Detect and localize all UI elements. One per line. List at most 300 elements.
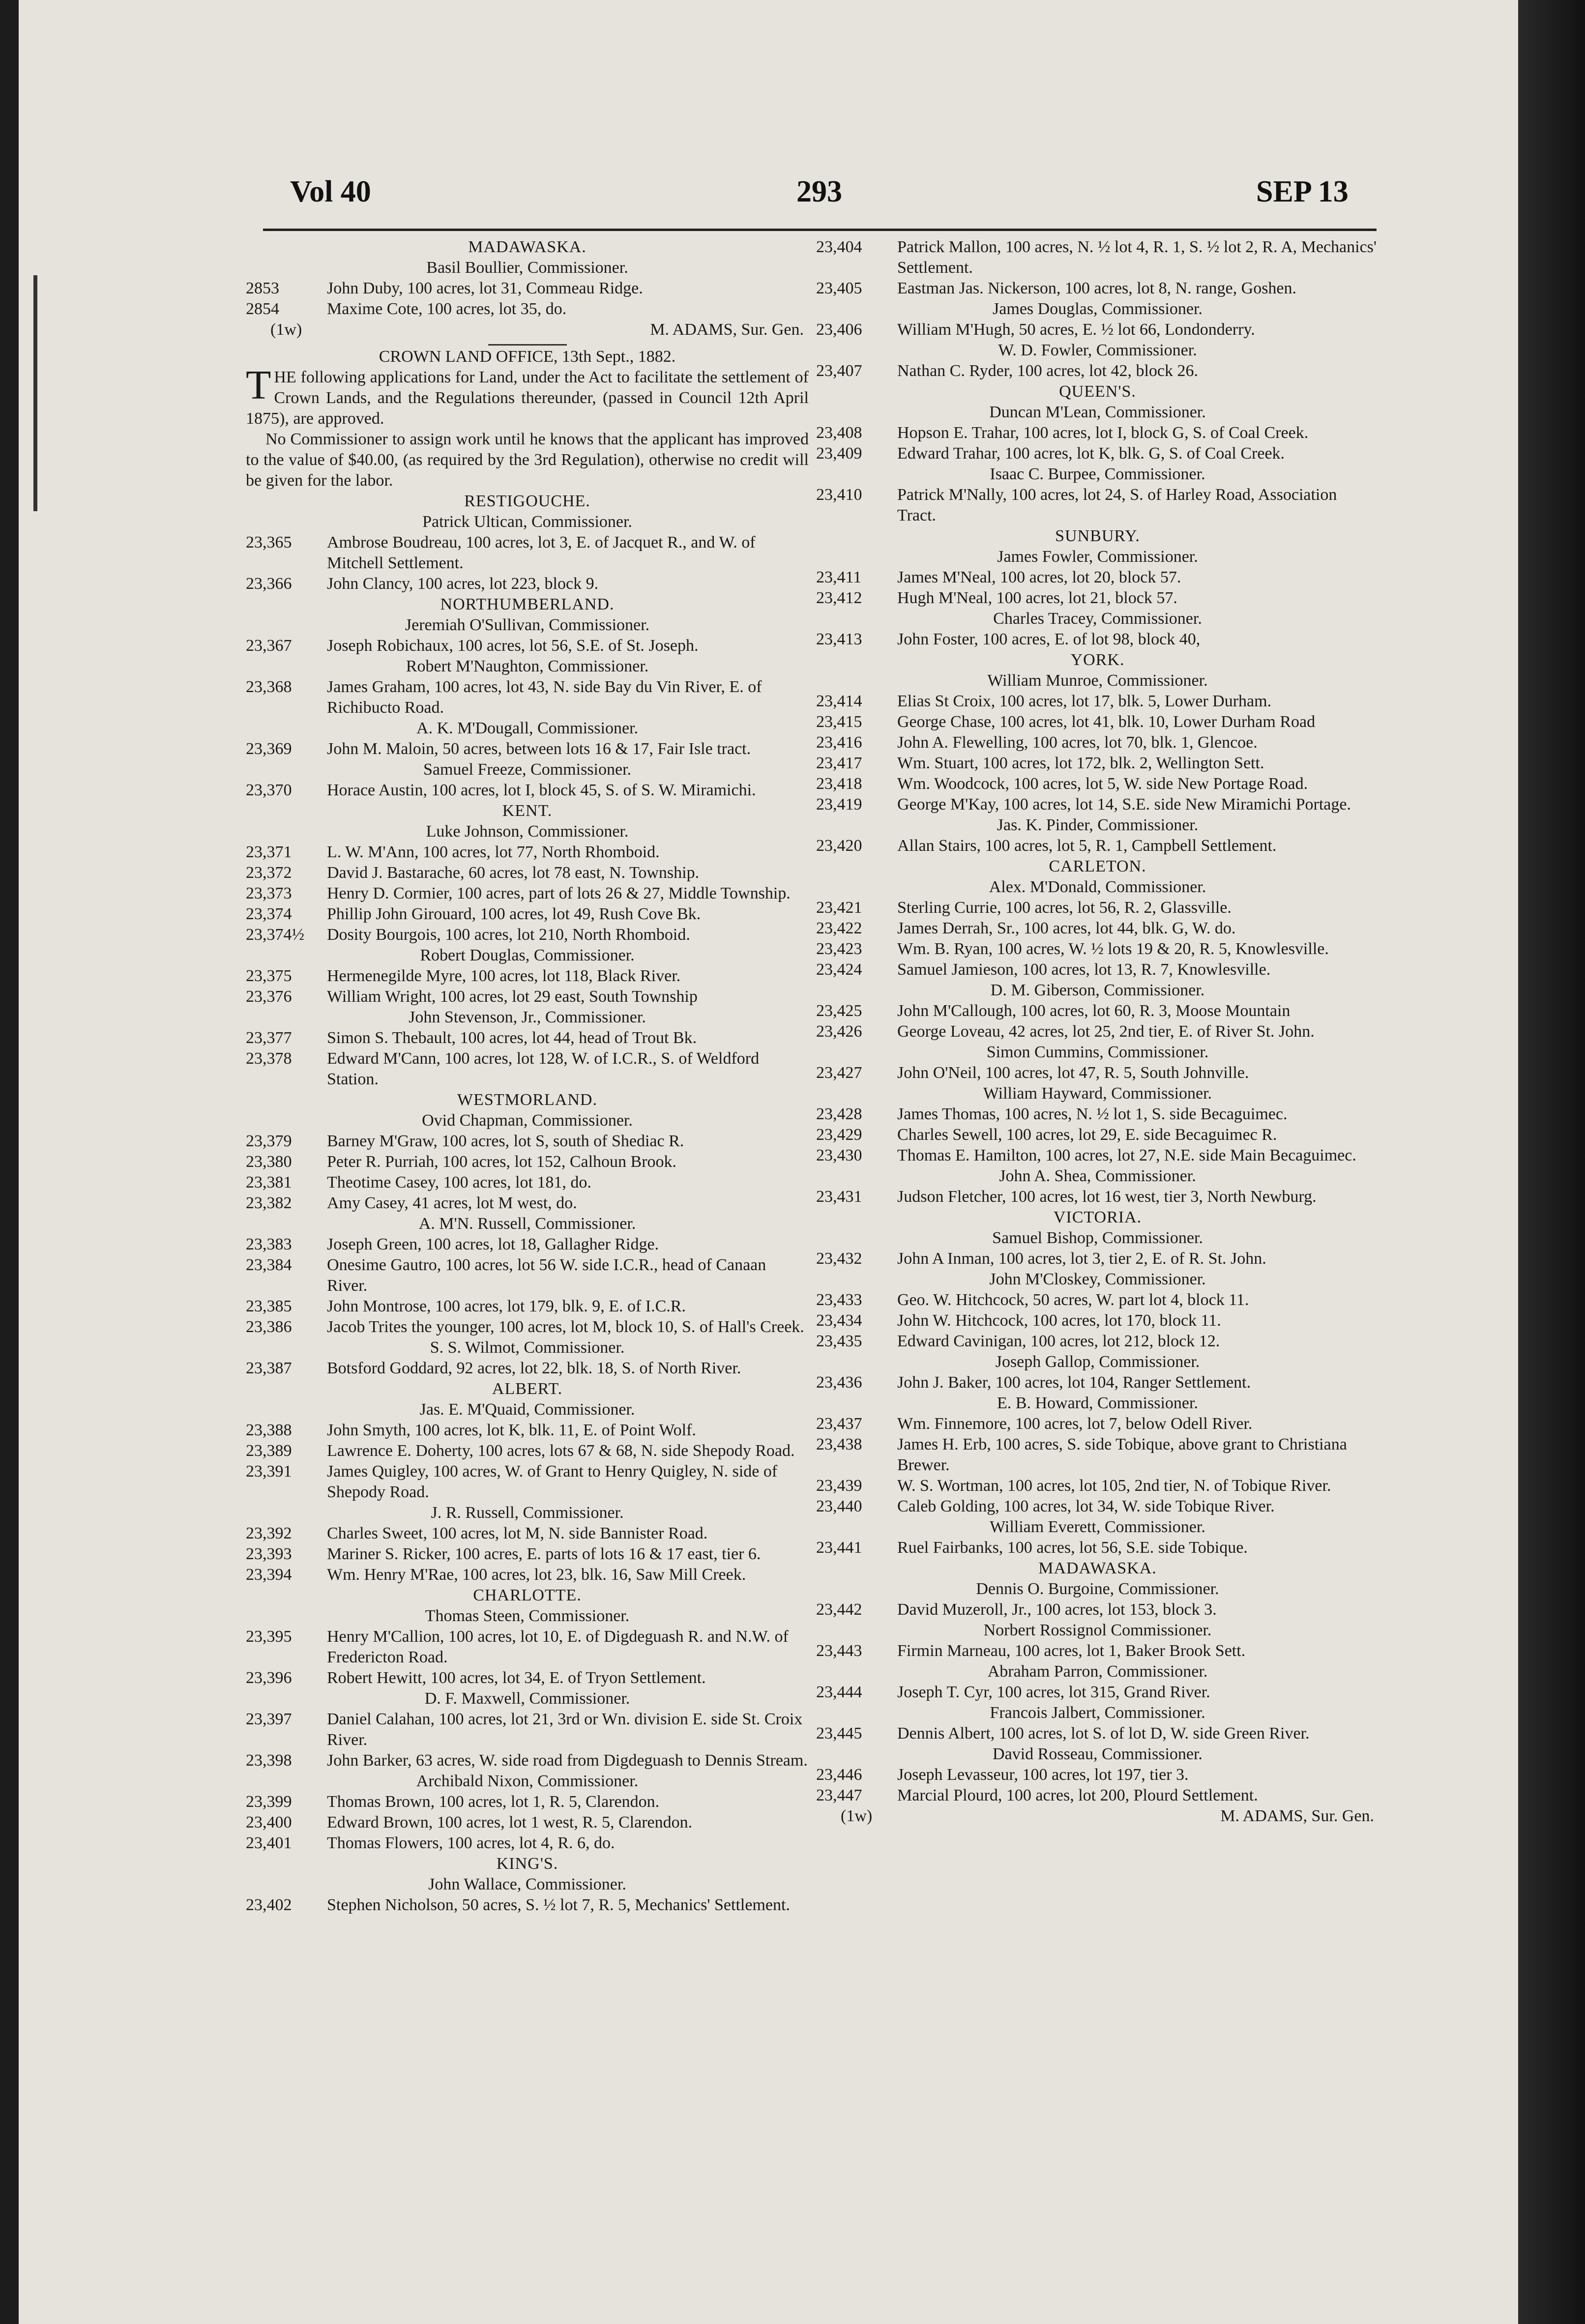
grant-entry (246, 278, 809, 299)
grant-number: 23,414 (816, 692, 862, 710)
commissioner-line: Alex. M'Donald, Commissioner. (989, 878, 1206, 896)
grant-number: 23,431 (816, 1188, 862, 1206)
grant-number: 23,432 (816, 1249, 862, 1268)
commissioner-line: Isaac C. Burpee, Commissioner. (990, 465, 1205, 483)
grant-entry (246, 636, 809, 656)
notice-paragraph: No Commissioner to assign work until he knows that the applicant has improved to the value of $40.00, (as required by the 3rd Regulation), otherwise no credit will be given for the labor. (246, 430, 809, 490)
commissioner-line: John Stevenson, Jr., Commissioner. (409, 1008, 646, 1026)
grant-text: John A. Flewelling, 100 acres, lot 70, blk. 1, Glencoe. (897, 733, 1258, 752)
grant-number: 23,367 (246, 637, 292, 655)
grant-entry (246, 1441, 809, 1461)
grant-text: John J. Baker, 100 acres, lot 104, Ranger Settlement. (897, 1373, 1251, 1392)
grant-number: 23,434 (816, 1311, 862, 1330)
grant-entry (246, 1523, 809, 1544)
grant-text: Nathan C. Ryder, 100 acres, lot 42, block 26. (897, 362, 1198, 380)
grant-number: 23,370 (246, 781, 292, 799)
grant-text: John O'Neil, 100 acres, lot 47, R. 5, South Johnville. (897, 1064, 1249, 1082)
grant-entry (246, 1317, 809, 1337)
grant-number: 23,440 (816, 1497, 862, 1515)
grant-number: 23,420 (816, 837, 862, 855)
grant-number: 2854 (246, 300, 279, 318)
commissioner-line: Patrick Ultican, Commissioner. (422, 513, 632, 531)
grant-number: 23,427 (816, 1064, 862, 1082)
county-heading: CHARLOTTE. (473, 1586, 582, 1604)
grant-number: 23,436 (816, 1373, 862, 1392)
grant-entry (816, 423, 1379, 443)
county-heading: WESTMORLAND. (457, 1091, 597, 1109)
grant-entry (246, 1172, 809, 1193)
county-heading: MADAWASKA. (1038, 1559, 1157, 1577)
grant-text: Botsford Goddard, 92 acres, lot 22, blk. 18, S. of North River. (327, 1359, 741, 1377)
grant-entry (246, 1668, 809, 1688)
grant-entry (816, 588, 1379, 609)
commissioner-line: Joseph Gallop, Commissioner. (995, 1353, 1200, 1371)
grant-entry (816, 1641, 1379, 1661)
county-heading: VICTORIA. (1053, 1208, 1142, 1226)
grant-entry (816, 1290, 1379, 1310)
grant-text: Charles Sewell, 100 acres, lot 29, E. side Becaguimec R. (897, 1126, 1277, 1144)
grant-text: Thomas Brown, 100 acres, lot 1, R. 5, Clarendon. (327, 1793, 660, 1811)
grant-number: 23,374 (246, 905, 292, 923)
grant-number: 23,394 (246, 1566, 292, 1584)
grant-text: James Thomas, 100 acres, N. ½ lot 1, S. side Becaguimec. (897, 1105, 1288, 1123)
grant-number: 23,378 (246, 1049, 292, 1068)
commissioner-line: E. B. Howard, Commissioner. (997, 1394, 1198, 1412)
grant-entry (816, 1765, 1379, 1785)
grant-number: 2853 (246, 279, 279, 297)
grant-number: 23,392 (246, 1524, 292, 1542)
commissioner-line: John Wallace, Commissioner. (428, 1875, 626, 1893)
grant-entry (816, 443, 1379, 464)
left-entries (246, 491, 809, 1916)
grant-number: 23,447 (816, 1786, 862, 1804)
grant-entry (246, 987, 809, 1007)
grant-text: Henry D. Cormier, 100 acres, part of lots 26 & 27, Middle Township. (327, 884, 791, 902)
commissioner-line: Robert M'Naughton, Commissioner. (406, 657, 649, 675)
county-heading: QUEEN'S. (1059, 382, 1136, 401)
grant-number: 23,407 (816, 362, 862, 380)
grant-number: 23,444 (816, 1683, 862, 1701)
grant-text: Judson Fletcher, 100 acres, lot 16 west, tier 3, North Newburg. (897, 1188, 1317, 1206)
grant-text: Phillip John Girouard, 100 acres, lot 49, Rush Cove Bk. (327, 905, 701, 923)
grant-number: 23,419 (816, 795, 862, 813)
grant-entry (816, 1104, 1379, 1125)
county-heading: MADAWASKA. (468, 238, 587, 256)
grant-number: 23,435 (816, 1332, 862, 1350)
grant-number: 23,412 (816, 589, 862, 607)
commissioner-line: A. M'N. Russell, Commissioner. (418, 1215, 636, 1233)
grant-entry (816, 918, 1379, 939)
grant-entry (816, 939, 1379, 959)
grant-entry (246, 1152, 809, 1172)
grant-entry (816, 1063, 1379, 1083)
grant-number: 23,401 (246, 1834, 292, 1852)
grant-text: Ruel Fairbanks, 100 acres, lot 56, S.E. side Tobique. (897, 1539, 1248, 1557)
grant-number: 23,439 (816, 1477, 862, 1495)
grant-text: Thomas E. Hamilton, 100 acres, lot 27, N.E. side Main Becaguimec. (897, 1146, 1356, 1164)
grant-entry (816, 1434, 1379, 1476)
grant-text: John M'Callough, 100 acres, lot 60, R. 3, Moose Mountain (897, 1002, 1291, 1020)
grant-number: 23,369 (246, 740, 292, 758)
grant-entry (246, 1048, 809, 1090)
page-number: 293 (796, 175, 842, 208)
grant-entry (816, 1249, 1379, 1269)
grant-number: 23,402 (246, 1896, 292, 1914)
grant-number: 23,374½ (246, 926, 304, 944)
grant-number: 23,400 (246, 1813, 292, 1831)
grant-text: John Clancy, 100 acres, lot 223, block 9. (327, 575, 599, 593)
grant-text: Amy Casey, 41 acres, lot M west, do. (327, 1194, 577, 1212)
grant-text: James H. Erb, 100 acres, S. side Tobique, above grant to Christiana Brewer. (897, 1435, 1347, 1474)
grant-text: John Foster, 100 acres, E. of lot 98, block 40, (897, 630, 1201, 648)
surveyor-signature: M. ADAMS, Sur. Gen. (650, 320, 804, 339)
grant-entry (816, 237, 1379, 278)
grant-text: Caleb Golding, 100 acres, lot 34, W. side Tobique River. (897, 1497, 1275, 1515)
grant-entry (246, 1131, 809, 1152)
grant-text: Edward Brown, 100 acres, lot 1 west, R. 5, Clarendon. (327, 1813, 693, 1831)
grant-number: 23,415 (816, 713, 862, 731)
county-heading: YORK. (1070, 651, 1125, 669)
grant-number: 23,409 (816, 444, 862, 463)
grant-entry (816, 774, 1379, 794)
insertion-mark: (1w) (270, 320, 302, 339)
grant-number: 23,417 (816, 754, 862, 772)
grant-number: 23,443 (816, 1642, 862, 1660)
commissioner-line: Francois Jalbert, Commissioner. (990, 1704, 1205, 1722)
commissioner-line: James Douglas, Commissioner. (993, 300, 1203, 318)
signature-line (246, 320, 809, 340)
grant-text: Wm. Woodcock, 100 acres, lot 5, W. side New Portage Road. (897, 775, 1308, 793)
grant-number: 23,399 (246, 1793, 292, 1811)
grant-number: 23,382 (246, 1194, 292, 1212)
grant-number: 23,385 (246, 1297, 292, 1315)
commissioner-line: William Munroe, Commissioner. (987, 671, 1208, 690)
grant-text: Joseph Robichaux, 100 acres, lot 56, S.E. of St. Joseph. (327, 637, 699, 655)
grant-text: Wm. Henry M'Rae, 100 acres, lot 23, blk. 16, Saw Mill Creek. (327, 1566, 746, 1584)
grant-number: 23,375 (246, 967, 292, 985)
grant-text: Patrick M'Nally, 100 acres, lot 24, S. of Harley Road, Association Tract. (897, 486, 1337, 524)
grant-entry (816, 732, 1379, 753)
grant-entry (816, 1372, 1379, 1393)
grant-text: Firmin Marneau, 100 acres, lot 1, Baker Brook Sett. (897, 1642, 1246, 1660)
grant-text: Edward Trahar, 100 acres, lot K, blk. G, S. of Coal Creek. (897, 444, 1285, 463)
grant-entry (816, 1496, 1379, 1517)
grant-number: 23,395 (246, 1627, 292, 1646)
grant-text: George Loveau, 42 acres, lot 25, 2nd tier, E. of River St. John. (897, 1022, 1315, 1041)
commissioner-line: Dennis O. Burgoine, Commissioner. (976, 1580, 1219, 1598)
grant-entry (816, 1785, 1379, 1806)
commissioner-line: Robert Douglas, Commissioner. (420, 946, 635, 964)
grant-entry (816, 753, 1379, 774)
grant-text: Dosity Bourgois, 100 acres, lot 210, North Rhomboid. (327, 926, 690, 944)
grant-entry (816, 1538, 1379, 1558)
grant-number: 23,393 (246, 1545, 292, 1563)
commissioner-line: Samuel Bishop, Commissioner. (992, 1229, 1203, 1247)
grant-text: Sterling Currie, 100 acres, lot 56, R. 2, Glassville. (897, 899, 1232, 917)
grant-text: John Duby, 100 acres, lot 31, Commeau Ridge. (327, 279, 643, 297)
grant-text: Charles Sweet, 100 acres, lot M, N. side Bannister Road. (327, 1524, 708, 1542)
grant-number: 23,429 (816, 1126, 862, 1144)
grant-number: 23,404 (816, 238, 862, 256)
county-heading: SUNBURY. (1055, 527, 1140, 545)
commissioner-line: Charles Tracey, Commissioner. (993, 610, 1202, 628)
grant-text: Stephen Nicholson, 50 acres, S. ½ lot 7, R. 5, Mechanics' Settlement. (327, 1896, 790, 1914)
grant-number: 23,441 (816, 1539, 862, 1557)
grant-number: 23,379 (246, 1132, 292, 1150)
grant-number: 23,386 (246, 1318, 292, 1336)
grant-entry (816, 1331, 1379, 1352)
grant-text: George M'Kay, 100 acres, lot 14, S.E. side New Miramichi Portage. (897, 795, 1351, 813)
grant-number: 23,371 (246, 843, 292, 861)
commissioner-line: John A. Shea, Commissioner. (999, 1167, 1196, 1185)
grant-entry (246, 1750, 809, 1771)
grant-text: Edward M'Cann, 100 acres, lot 128, W. of I.C.R., S. of Weldford Station. (327, 1049, 760, 1088)
grant-text: Maxime Cote, 100 acres, lot 35, do. (327, 300, 567, 318)
grant-text: Wm. Stuart, 100 acres, lot 172, blk. 2, Wellington Sett. (897, 754, 1264, 772)
grant-entry (816, 1599, 1379, 1620)
grant-text: Onesime Gautro, 100 acres, lot 56 W. side I.C.R., head of Canaan River. (327, 1256, 766, 1295)
grant-text: L. W. M'Ann, 100 acres, lot 77, North Rhomboid. (327, 843, 660, 861)
grant-entry (246, 739, 809, 759)
grant-text: Allan Stairs, 100 acres, lot 5, R. 1, Campbell Settlement. (897, 837, 1277, 855)
grant-entry (246, 1709, 809, 1750)
commissioner-line: William Hayward, Commissioner. (983, 1084, 1212, 1103)
grant-number: 23,437 (816, 1415, 862, 1433)
grant-entry (816, 278, 1379, 299)
grant-entry (246, 299, 809, 320)
commissioner-line: John M'Closkey, Commissioner. (989, 1270, 1206, 1288)
grant-number: 23,397 (246, 1710, 292, 1728)
commissioner-line: Jeremiah O'Sullivan, Commissioner. (405, 616, 650, 634)
grant-entry (816, 629, 1379, 650)
grant-entry (246, 1833, 809, 1854)
grant-entry (816, 1187, 1379, 1207)
insertion-mark: (1w) (841, 1807, 873, 1825)
grant-number: 23,368 (246, 678, 292, 696)
commissioner-line: Simon Cummins, Commissioner. (986, 1043, 1209, 1061)
grant-number: 23,408 (816, 424, 862, 442)
grant-number: 23,383 (246, 1235, 292, 1253)
grant-entry (246, 1544, 809, 1565)
commissioner-line: Abraham Parron, Commissioner. (987, 1662, 1208, 1681)
commissioner-line: Thomas Steen, Commissioner. (425, 1607, 630, 1625)
grant-entry (246, 677, 809, 718)
grant-number: 23,406 (816, 320, 862, 339)
grant-entry (246, 1792, 809, 1812)
grant-text: Ambrose Boudreau, 100 acres, lot 3, E. of Jacquet R., and W. of Mitchell Settlement. (327, 533, 756, 572)
grant-entry (246, 1296, 809, 1317)
grant-text: W. S. Wortman, 100 acres, lot 105, 2nd tier, N. of Tobique River. (897, 1477, 1331, 1495)
commissioner-line: Norbert Rossignol Commissioner. (983, 1621, 1212, 1639)
county-heading: NORTHUMBERLAND. (440, 595, 615, 613)
commissioner-line: D. M. Giberson, Commissioner. (990, 981, 1205, 999)
notice-paragraph: THE following applications for Land, under the Act to facilitate the settlement of Crown Lands, and the Regulations thereunder, (passed in Council 12th April 1875), are approved. (246, 362, 809, 428)
grant-text: Peter R. Purriah, 100 acres, lot 152, Calhoun Brook. (327, 1153, 677, 1171)
grant-text: James Graham, 100 acres, lot 43, N. side Bay du Vin River, E. of Richibucto Road. (327, 678, 762, 717)
right-entries (816, 237, 1379, 1806)
grant-number: 23,365 (246, 533, 292, 552)
commissioner-line: Archibald Nixon, Commissioner. (416, 1772, 639, 1790)
grant-entry (816, 1145, 1379, 1166)
grant-number: 23,422 (816, 919, 862, 937)
grant-text: William M'Hugh, 50 acres, E. ½ lot 66, Londonderry. (897, 320, 1255, 339)
grant-text: David J. Bastarache, 60 acres, lot 78 east, N. Township. (327, 864, 700, 882)
grant-number: 23,428 (816, 1105, 862, 1123)
grant-text: David Muzeroll, Jr., 100 acres, lot 153, block 3. (897, 1600, 1217, 1619)
grant-text: George Chase, 100 acres, lot 41, blk. 10, Lower Durham Road (897, 713, 1316, 731)
grant-number: 23,410 (816, 486, 862, 504)
grant-entry (246, 532, 809, 574)
commissioner-line: Samuel Freeze, Commissioner. (423, 760, 632, 779)
dateline: CROWN LAND OFFICE, 13th Sept., 1882. (379, 348, 676, 366)
grant-entry (246, 574, 809, 594)
grant-number: 23,396 (246, 1669, 292, 1687)
grant-text: Thomas Flowers, 100 acres, lot 4, R. 6, do. (327, 1834, 615, 1852)
grant-number: 23,425 (816, 1002, 862, 1020)
grant-number: 23,387 (246, 1359, 292, 1377)
grant-entry (816, 1682, 1379, 1703)
grant-text: Marcial Plourd, 100 acres, lot 200, Plourd Settlement. (897, 1786, 1258, 1804)
grant-entry (246, 863, 809, 883)
grant-text: Eastman Jas. Nickerson, 100 acres, lot 8, N. range, Goshen. (897, 279, 1297, 297)
grant-entry (246, 1565, 809, 1585)
grant-number: 23,433 (816, 1291, 862, 1309)
grant-entry (816, 1125, 1379, 1145)
grant-entry (246, 780, 809, 801)
grant-text: William Wright, 100 acres, lot 29 east, South Township (327, 988, 698, 1006)
commissioner-line: Jas. E. M'Quaid, Commissioner. (419, 1400, 635, 1419)
grant-text: James M'Neal, 100 acres, lot 20, block 57. (897, 568, 1181, 586)
grant-entry (816, 361, 1379, 381)
grant-text: Hopson E. Trahar, 100 acres, lot I, block G, S. of Coal Creek. (897, 424, 1309, 442)
grant-entry (246, 1627, 809, 1668)
grant-number: 23,430 (816, 1146, 862, 1164)
grant-text: John W. Hitchcock, 100 acres, lot 170, block 11. (897, 1311, 1221, 1330)
grant-entry (246, 1812, 809, 1833)
grant-entry (246, 925, 809, 945)
commissioner-line: Duncan M'Lean, Commissioner. (989, 403, 1206, 421)
commissioner-line: William Everett, Commissioner. (990, 1518, 1205, 1536)
grant-text: John Smyth, 100 acres, lot K, blk. 11, E. of Point Wolf. (327, 1421, 696, 1439)
grant-text: Barney M'Graw, 100 acres, lot S, south of Shediac R. (327, 1132, 684, 1150)
grant-entry (816, 959, 1379, 980)
right-column (816, 237, 1379, 1827)
grant-number: 23,426 (816, 1022, 862, 1041)
grant-number: 23,423 (816, 940, 862, 958)
grant-number: 23,416 (816, 733, 862, 752)
grant-entry (816, 712, 1379, 732)
grant-text: Joseph Levasseur, 100 acres, lot 197, tier 3. (897, 1766, 1189, 1784)
commissioner-line: D. F. Maxwell, Commissioner. (424, 1689, 630, 1708)
grant-text: John Montrose, 100 acres, lot 179, blk. 9, E. of I.C.R. (327, 1297, 686, 1315)
grant-text: Joseph T. Cyr, 100 acres, lot 315, Grand River. (897, 1683, 1210, 1701)
grant-entry (246, 883, 809, 904)
grant-text: Theotime Casey, 100 acres, lot 181, do. (327, 1173, 591, 1191)
grant-entry (816, 691, 1379, 712)
section-rule (488, 344, 567, 346)
grant-entry (816, 567, 1379, 588)
book-gutter (1518, 0, 1585, 2324)
grant-entry (246, 1895, 809, 1916)
grant-entry (816, 320, 1379, 340)
grant-entry (246, 1234, 809, 1255)
grant-number: 23,442 (816, 1600, 862, 1619)
grant-text: Edward Cavinigan, 100 acres, lot 212, block 12. (897, 1332, 1220, 1350)
grant-text: Samuel Jamieson, 100 acres, lot 13, R. 7, Knowlesville. (897, 960, 1271, 979)
grant-number: 23,376 (246, 988, 292, 1006)
grant-number: 23,373 (246, 884, 292, 902)
grant-number: 23,438 (816, 1435, 862, 1453)
grant-text: James Quigley, 100 acres, W. of Grant to Henry Quigley, N. side of Shepody Road. (327, 1462, 778, 1501)
grant-text: Patrick Mallon, 100 acres, N. ½ lot 4, R. 1, S. ½ lot 2, R. A, Mechanics' Settlement. (897, 238, 1377, 277)
volume-label: Vol 40 (290, 175, 371, 208)
grant-entry (246, 904, 809, 925)
grant-entry (246, 1358, 809, 1379)
county-heading: CARLETON. (1049, 857, 1146, 875)
grant-number: 23,384 (246, 1256, 292, 1274)
grant-entry (816, 836, 1379, 856)
county-heading: KING'S. (496, 1855, 558, 1873)
grant-number: 23,388 (246, 1421, 292, 1439)
grant-entry (816, 1001, 1379, 1021)
county-heading: KENT. (502, 802, 553, 820)
grant-entry (816, 898, 1379, 918)
grant-text: John Barker, 63 acres, W. side road from Digdeguash to Dennis Stream. (327, 1751, 808, 1770)
grant-entry (816, 1310, 1379, 1331)
grant-number: 23,405 (816, 279, 862, 297)
grant-text: Horace Austin, 100 acres, lot I, block 45, S. of S. W. Miramichi. (327, 781, 756, 799)
grant-text: Joseph Green, 100 acres, lot 18, Gallagher Ridge. (327, 1235, 659, 1253)
grant-text: John M. Maloin, 50 acres, between lots 16 & 17, Fair Isle tract. (327, 740, 751, 758)
grant-number: 23,381 (246, 1173, 292, 1191)
header-rule (263, 229, 1377, 231)
grant-text: Dennis Albert, 100 acres, lot S. of lot D, W. side Green River. (897, 1724, 1310, 1743)
grant-text: Elias St Croix, 100 acres, lot 17, blk. 5, Lower Durham. (897, 692, 1272, 710)
date-label: SEP 13 (1256, 175, 1349, 208)
grant-entry (246, 966, 809, 987)
left-column (246, 237, 809, 1916)
county-heading: RESTIGOUCHE. (464, 492, 590, 510)
commissioner-line: J. R. Russell, Commissioner. (431, 1504, 624, 1522)
grant-text: Henry M'Callion, 100 acres, lot 10, E. of Digdeguash R. and N.W. of Fredericton Road. (327, 1627, 789, 1666)
grant-number: 23,398 (246, 1751, 292, 1770)
grant-number: 23,424 (816, 960, 862, 979)
commissioner-line: Luke Johnson, Commissioner. (426, 822, 629, 841)
grant-entry (816, 1414, 1379, 1434)
grant-text: Daniel Calahan, 100 acres, lot 21, 3rd or Wn. division E. side St. Croix River. (327, 1710, 803, 1749)
grant-text: Hermenegilde Myre, 100 acres, lot 118, Black River. (327, 967, 681, 985)
grant-text: Hugh M'Neal, 100 acres, lot 21, block 57. (897, 589, 1177, 607)
grant-entry (246, 842, 809, 863)
grant-number: 23,380 (246, 1153, 292, 1171)
commissioner-line: Jas. K. Pinder, Commissioner. (997, 816, 1199, 834)
grant-entry (246, 1028, 809, 1048)
grant-entry (246, 1255, 809, 1296)
grant-text: James Derrah, Sr., 100 acres, lot 44, blk. G, W. do. (897, 919, 1236, 937)
grant-entry (816, 1021, 1379, 1042)
commissioner-line: A. K. M'Dougall, Commissioner. (416, 719, 638, 737)
grant-entry (816, 1476, 1379, 1496)
grant-number: 23,418 (816, 775, 862, 793)
margin-mark (33, 275, 37, 511)
county-heading: ALBERT. (492, 1380, 563, 1398)
grant-text: John A Inman, 100 acres, lot 3, tier 2, E. of R. St. John. (897, 1249, 1266, 1268)
commissioner-line: James Fowler, Commissioner. (997, 548, 1198, 566)
commissioner-line: Basil Boullier, Commissioner. (426, 259, 628, 277)
grant-entry (816, 1723, 1379, 1744)
grant-text: Wm. B. Ryan, 100 acres, W. ½ lots 19 & 20, R. 5, Knowlesville. (897, 940, 1329, 958)
grant-text: Jacob Trites the younger, 100 acres, lot M, block 10, S. of Hall's Creek. (327, 1318, 804, 1336)
